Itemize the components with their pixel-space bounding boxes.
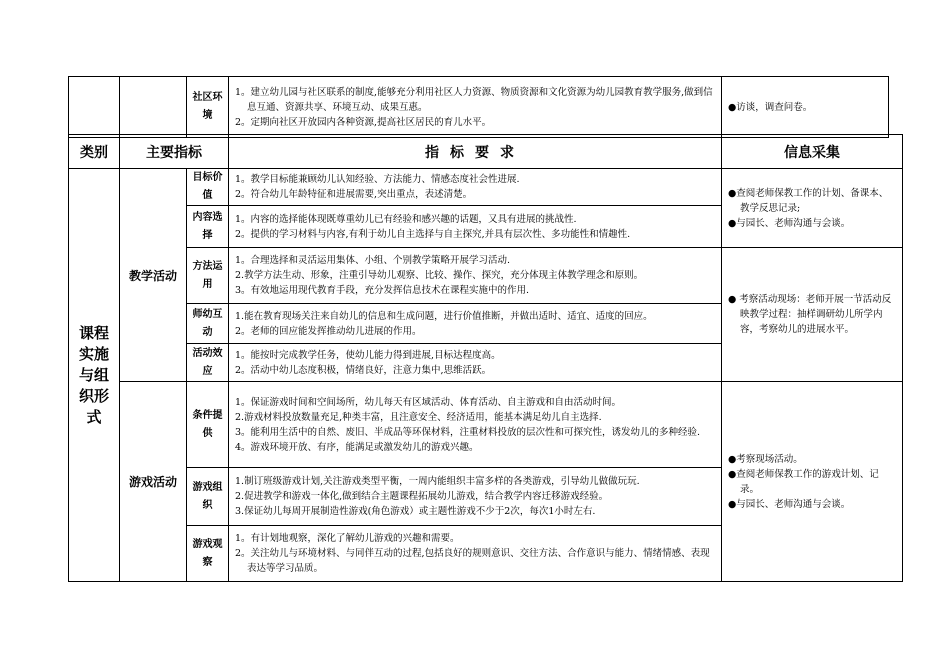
table-header-row: [69, 135, 903, 169]
requirement-item: 1。有计划地观察，深化了解幼儿游戏的兴趣和需要。: [235, 533, 460, 544]
requirement-item: 2。定期向社区开放园内各种资源,提高社区居民的育儿水平。: [235, 116, 492, 128]
table-row: [69, 248, 903, 304]
requirement-item: 1。保证游戏时间和空间场所，幼儿每天有区域活动、体育活动、自主游戏和自由活动时间。: [235, 396, 622, 408]
sub-indicator: 条件提供: [187, 382, 229, 468]
community-row-table: [68, 76, 889, 138]
requirements-community: [229, 77, 722, 138]
info-item: ●与园长、老师沟通与会谈。: [728, 217, 851, 229]
requirements-cell: [229, 206, 722, 248]
main-indicator-game: 游戏活动: [120, 382, 187, 582]
info-item: ●查阅老师保教工作的游戏计划、记录。: [728, 468, 879, 495]
empty-main-cell: [120, 77, 187, 138]
requirements-cell: [229, 248, 722, 304]
info-community: ●访谈，调查问卷。: [722, 77, 889, 138]
header-main-indicator: 主要指标: [120, 135, 229, 169]
sub-indicator: 游戏观察: [187, 526, 229, 582]
requirement-item: 2。关注幼儿与环境材料、与同伴互动的过程,包括良好的规则意识、交往方法、合作意识与能力、情绪情感、表现表达等学习品质。: [235, 548, 710, 574]
sub-indicator: 游戏组织: [187, 468, 229, 526]
header-requirements: 指标要求: [229, 135, 722, 169]
requirement-item: 2.游戏材料投放数量充足,种类丰富，且注意安全、经济适用，能基本满足幼儿自主选择.: [235, 411, 602, 423]
requirement-item: 1。建立幼儿园与社区联系的制度,能够充分利用社区人力资源、物质资源和文化资源为幼儿园教育教学服务,做到信息互通、资源共享、环境互动、成果互惠。: [235, 86, 713, 113]
info-item: ●与园长、老师沟通与会谈。: [728, 498, 851, 510]
category-label: 课程实施与组织形式: [69, 169, 120, 582]
requirements-cell: [229, 382, 722, 468]
info-cell: [722, 382, 903, 582]
requirement-item: 3。有效地运用现代教育手段，充分发挥信息技术在课程实施中的作用.: [235, 285, 530, 296]
requirement-item: 3。能利用生活中的自然、废旧、半成品等环保材料，注重材料投放的层次性和可探究性，诱发幼儿的多种经验.: [235, 426, 701, 438]
requirement-item: 4。游戏环境开放、有序，能满足或激发幼儿的游戏兴趣。: [235, 441, 479, 453]
empty-category-cell: [69, 77, 120, 138]
requirements-cell: [229, 169, 722, 206]
info-item: ●查阅老师保教工作的计划、备课本、教学反思记录;: [728, 187, 889, 214]
sub-indicator: 方法运用: [187, 248, 229, 304]
requirement-item: 2.促进教学和游戏一体化,做到结合主题课程拓展幼儿游戏，结合教学内容迁移游戏经验。: [235, 491, 609, 502]
info-item: ● 考察活动现场：老师开展一节活动反映教学过程：抽样调研幼儿所学内容，考察幼儿的进展水平。: [728, 294, 892, 335]
requirement-item: 3.保证幼儿每周开展制造性游戏(角色游戏）或主题性游戏不少于2次，每次1小时左右.: [235, 506, 596, 517]
sub-indicator-community: 社区环境: [187, 77, 229, 138]
header-category: 类别: [69, 135, 120, 169]
requirements-cell: [229, 468, 722, 526]
requirement-item: 2。符合幼儿年龄特征和进展需要,突出重点，表述清楚。: [235, 189, 473, 200]
requirement-item: 1。内容的选择能体现既尊重幼儿已有经验和感兴趣的话题，又具有进展的挑战性.: [235, 213, 577, 225]
header-info-collection: 信息采集: [722, 135, 903, 169]
requirements-cell: [229, 344, 722, 382]
info-cell: [722, 169, 903, 248]
sub-indicator: 内容选择: [187, 206, 229, 248]
requirement-item: 1。教学目标能兼顾幼儿认知经验、方法能力、情感态度社会性进展.: [235, 174, 520, 185]
requirement-item: 2.教学方法生动、形象，注重引导幼儿观察、比较、操作、探究，充分体现主体教学理念和原则。: [235, 270, 644, 281]
sub-indicator: 目标价值: [187, 169, 229, 206]
requirements-cell: [229, 526, 722, 582]
sub-indicator: 师幼互动: [187, 304, 229, 344]
main-indicator-teaching: 教学活动: [120, 169, 187, 382]
indicator-table: [68, 134, 903, 582]
table-row: [69, 169, 903, 206]
community-row: [69, 77, 889, 138]
requirement-item: 1。合理选择和灵活运用集体、小组、个别教学策略开展学习活动.: [235, 255, 511, 266]
table-row: [69, 382, 903, 468]
requirement-item: 1。能按时完成教学任务，使幼儿能力得到进展,目标达程度高。: [235, 349, 501, 361]
requirement-item: 1.能在教育现场关注来自幼儿的信息和生成问题，进行价值推断，并做出适时、适宜、适度的回应。: [235, 310, 653, 322]
requirement-item: 2。提供的学习材料与内容,有利于幼儿自主选择与自主探究,并具有层次性、多功能性和情趣性.: [235, 228, 631, 240]
sub-indicator: 活动效应: [187, 344, 229, 382]
requirements-cell: [229, 304, 722, 344]
requirement-item: 2。老师的回应能发挥推动幼儿进展的作用。: [235, 325, 422, 337]
info-item: ●考察现场活动。: [728, 453, 803, 465]
info-cell: [722, 248, 903, 382]
requirement-item: 1.制订班级游戏计划,关注游戏类型平衡，一周内能组织丰富多样的各类游戏，引导幼儿做做玩玩.: [235, 476, 640, 487]
requirement-item: 2。活动中幼儿态度积极，情绪良好，注意力集中,思维活跃。: [235, 364, 492, 376]
